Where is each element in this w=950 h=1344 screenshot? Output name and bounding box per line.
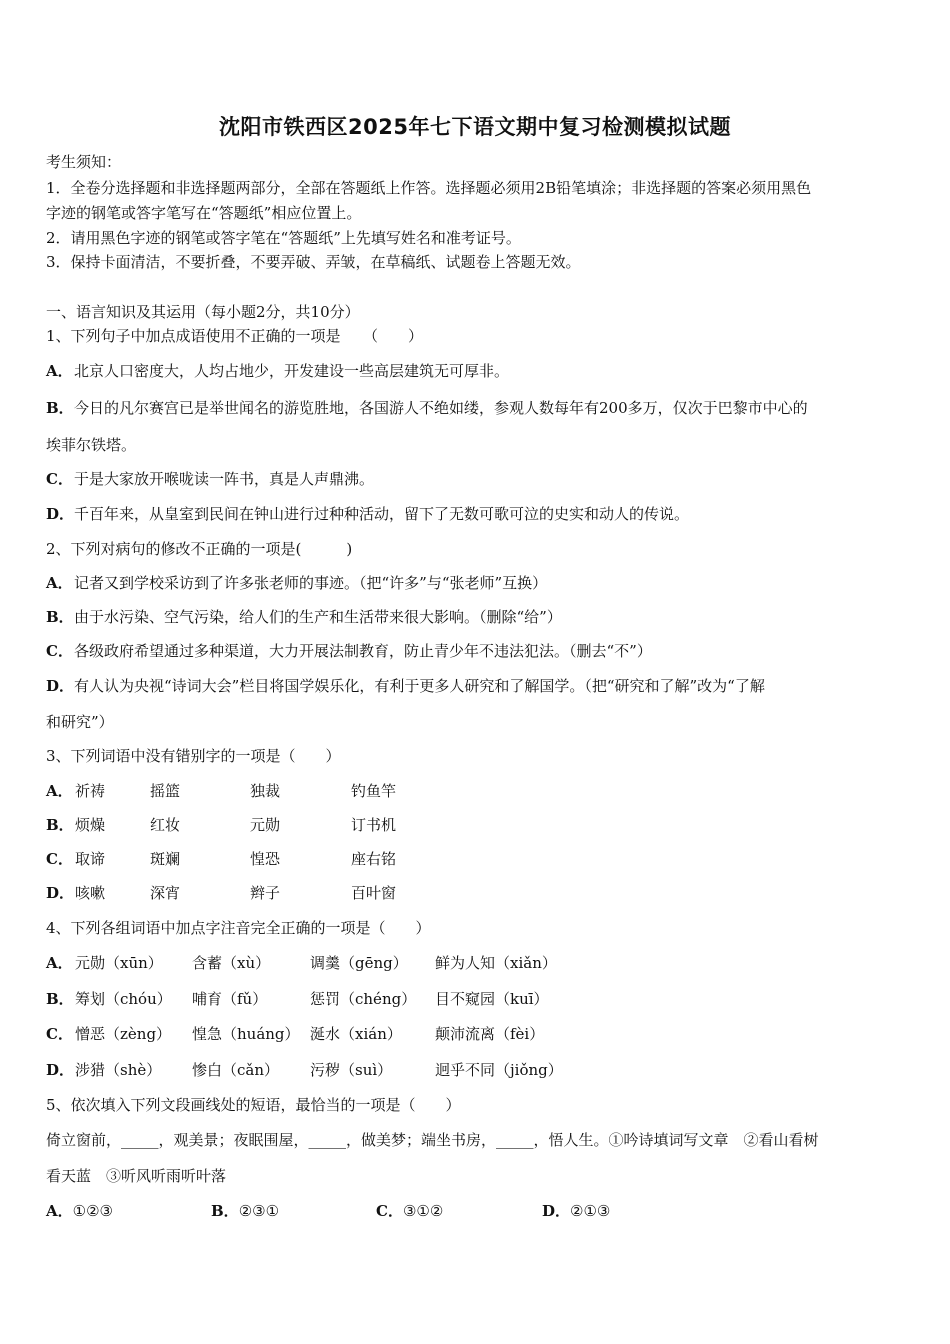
q1-option-b-text: 今日的凡尔赛宫已是举世闻名的游览胜地，各国游人不绝如缕，参观人数每年有200多万，仅次于巴黎市中心的 — [74, 399, 808, 417]
q4-word: 涉猎（shè） — [75, 1061, 162, 1079]
q1-option-d-text: 千百年来，从皇室到民间在钟山进行过种种活动，留下了无数可歌可泣的史实和动人的传说。 — [74, 505, 690, 523]
q1-option-a-text: 北京人口密度大，人均占地少，开发建设一些高层建筑无可厚非。 — [74, 362, 510, 380]
question-4-stem: 4、下列各组词语中加点字注音完全正确的一项是（ ） — [46, 919, 431, 937]
q2-option-b-text: 由于水污染、空气污染，给人们的生产和生活带来很大影响。（删除“给”） — [74, 608, 562, 626]
q4-word: 目不窥园（kuī） — [435, 990, 549, 1008]
q3-word: 咳嗽 — [75, 884, 106, 902]
q3-word: 座右铭 — [351, 850, 397, 868]
question-3-stem: 3、下列词语中没有错别字的一项是（ ） — [46, 747, 341, 765]
q4-word: 鲜为人知（xiǎn） — [435, 954, 557, 972]
q4-word: 憎恶（zèng） — [75, 1025, 172, 1043]
q3-word: 独裁 — [250, 782, 281, 800]
exam-title: 沈阳市铁西区2025年七下语文期中复习检测模拟试题 — [219, 115, 731, 139]
section-heading: 一、语言知识及其运用（每小题2分，共10分） — [46, 303, 360, 321]
q5-option-value: ②③① — [238, 1202, 280, 1220]
q5-option-letter: D． — [542, 1202, 571, 1220]
q2-option-b: B．由于水污染、空气污染，给人们的生产和生活带来很大影响。（删除“给”） — [46, 608, 562, 626]
question-2-stem: 2、下列对病句的修改不正确的一项是( ) — [46, 540, 353, 558]
q5-option-letter: A． — [46, 1202, 73, 1220]
q2-option-a-text: 记者又到学校采访到了许多张老师的事迹。（把“许多”与“张老师”互换） — [74, 574, 548, 592]
q4-letter: A． — [46, 954, 73, 972]
q3-letter: C． — [46, 850, 73, 868]
question-5-stem: 5、依次填入下列文段画线处的短语，最恰当的一项是（ ） — [46, 1096, 461, 1114]
q3-letter: A． — [46, 782, 73, 800]
q3-word: 斑斓 — [150, 850, 181, 868]
q5-option-value: ③①② — [402, 1202, 444, 1220]
q4-word: 调羹（gēng） — [310, 954, 408, 972]
q3-letter: B． — [46, 816, 74, 834]
q3-word: 深宵 — [150, 884, 181, 902]
q1-option-d: D．千百年来，从皇室到民间在钟山进行过种种活动，留下了无数可歌可泣的史实和动人的传说。 — [46, 505, 690, 523]
q4-word: 惨白（cǎn） — [192, 1061, 280, 1079]
q3-word: 百叶窗 — [351, 884, 397, 902]
q5-option-value: ①②③ — [72, 1202, 113, 1220]
q1-option-c-text: 于是大家放开喉咙读一阵书，真是人声鼎沸。 — [74, 470, 375, 488]
q4-letter: D． — [46, 1061, 75, 1079]
q5-option-c — [376, 1201, 443, 1221]
q1-option-c: C．于是大家放开喉咙读一阵书，真是人声鼎沸。 — [46, 470, 375, 488]
q3-word: 钓鱼竿 — [351, 782, 397, 800]
q5-option-d — [542, 1201, 610, 1221]
q3-word: 辫子 — [250, 884, 281, 902]
q1-option-b: B．今日的凡尔赛宫已是举世闻名的游览胜地，各国游人不绝如缕，参观人数每年有200多万，仅次于巴黎市中心的 — [46, 399, 808, 417]
q2-option-c-text: 各级政府希望通过多种渠道，大力开展法制教育，防止青少年不违法犯法。（删去“不”） — [74, 642, 652, 660]
notice-heading: 考生须知： — [46, 153, 122, 171]
q4-word: 涎水（xián） — [310, 1025, 402, 1043]
q3-word: 取谛 — [75, 850, 106, 868]
q5-option-letter: B． — [211, 1202, 239, 1220]
q4-word: 元勋（xūn） — [75, 954, 163, 972]
q5-option-letter: C． — [376, 1202, 403, 1220]
q4-word: 哺育（fǔ） — [192, 990, 268, 1008]
q3-word: 惶恐 — [250, 850, 281, 868]
q5-option-value: ②①③ — [570, 1202, 611, 1220]
q5-option-b — [211, 1201, 279, 1221]
q2-option-d-text: 有人认为央视“诗词大会”栏目将国学娱乐化，有利于更多人研究和了解国学。（把“研究和了解”改为“了解 — [74, 677, 765, 695]
q5-option-a — [46, 1201, 113, 1221]
q3-word: 烦燥 — [75, 816, 106, 834]
q4-word: 含蓄（xù） — [192, 954, 271, 972]
notice-item: 3．保持卡面清洁，不要折叠，不要弄破、弄皱，在草稿纸、试题卷上答题无效。 — [46, 253, 581, 271]
q4-word: 污秽（suì） — [310, 1061, 393, 1079]
q3-word: 订书机 — [351, 816, 397, 834]
q5-passage: 倚立窗前，_____，观美景；夜眠围屋，_____，做美梦；端坐书房，_____，悟人生。①吟诗填词写文章 ②看山看树 — [46, 1131, 819, 1149]
q2-option-d: D．有人认为央视“诗词大会”栏目将国学娱乐化，有利于更多人研究和了解国学。（把“研究和了解”改为“了解 — [46, 677, 765, 695]
q2-option-c: C．各级政府希望通过多种渠道，大力开展法制教育，防止青少年不违法犯法。（删去“不”） — [46, 642, 652, 660]
notice-item: 1．全卷分选择题和非选择题两部分，全部在答题纸上作答。选择题必须用2B铅笔填涂；非选择题的答案必须用黑色 — [46, 179, 812, 197]
q1-option-a: A．北京人口密度大，人均占地少，开发建设一些高层建筑无可厚非。 — [46, 362, 510, 380]
q3-word: 元勋 — [250, 816, 281, 834]
q4-word: 颠沛流离（fèi） — [435, 1025, 545, 1043]
q4-word: 筹划（chóu） — [75, 990, 172, 1008]
q4-word: 迥乎不同（jiǒng） — [435, 1061, 563, 1079]
q3-word: 摇篮 — [150, 782, 181, 800]
q4-word: 惩罚（chéng） — [310, 990, 417, 1008]
q4-letter: C． — [46, 1025, 73, 1043]
q3-letter: D． — [46, 884, 75, 902]
q4-word: 惶急（huáng） — [192, 1025, 300, 1043]
q2-option-d-cont: 和研究”） — [46, 713, 114, 731]
q1-option-b-cont: 埃菲尔铁塔。 — [46, 436, 137, 454]
notice-item: 2．请用黑色字迹的钢笔或答字笔在“答题纸”上先填写姓名和准考证号。 — [46, 229, 521, 247]
q5-passage-cont: 看天蓝 ③听风听雨听叶落 — [46, 1167, 227, 1185]
notice-item: 字迹的钢笔或答字笔写在“答题纸”相应位置上。 — [46, 204, 362, 222]
q3-word: 祈祷 — [75, 782, 106, 800]
q3-word: 红妆 — [150, 816, 181, 834]
q2-option-a: A．记者又到学校采访到了许多张老师的事迹。（把“许多”与“张老师”互换） — [46, 574, 548, 592]
question-1-stem: 1、下列句子中加点成语使用不正确的一项是 （ ） — [46, 327, 424, 345]
q4-letter: B． — [46, 990, 74, 1008]
